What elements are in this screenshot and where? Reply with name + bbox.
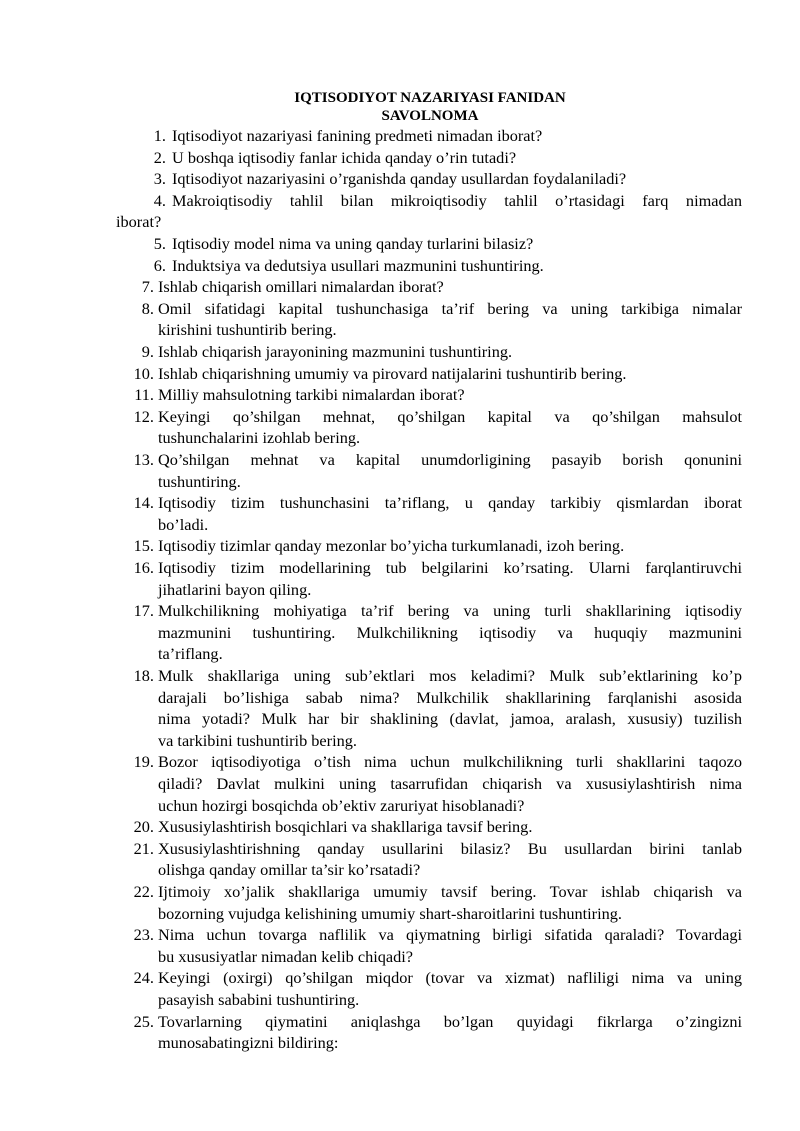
question-item xyxy=(0,492,800,535)
question-text-line: nima yotadi? Mulk har bir shaklining (davlat, jamoa, aralash, xususiy) tuzilish xyxy=(158,709,742,729)
question-number: 2. xyxy=(153,147,166,167)
question-item xyxy=(0,341,800,363)
question-item xyxy=(0,384,800,406)
question-item xyxy=(0,838,800,881)
question-text-line: Ijtimoiy xo’jalik shakllariga umumiy tavsif bering. Tovar ishlab chiqarish va xyxy=(158,882,742,901)
question-item xyxy=(0,881,800,924)
question-item xyxy=(0,967,800,1010)
question-text-line: Keyingi (oxirgi) qo’shilgan miqdor (tovar va xizmat) nafliligi nima va uning xyxy=(158,968,742,988)
document-subtitle: SAVOLNOMA xyxy=(381,108,479,124)
question-text-line: Xususiylashtirishning qanday usullarini bilasiz? Bu usullardan birini tanlab xyxy=(158,838,742,858)
question-number: 12. xyxy=(133,406,154,426)
question-number: 15. xyxy=(133,536,154,556)
question-item xyxy=(0,924,800,967)
question-text-line: Iqtisodiy tizimlar qanday mezonlar bo’yicha turkumlanadi, izoh bering. xyxy=(158,536,625,556)
question-number: 21. xyxy=(133,838,154,858)
question-text-line: Iqtisodiy tizim tushunchasini ta’riflang, u qanday tarkibiy qismlardan iborat xyxy=(158,493,742,513)
question-item xyxy=(0,147,800,169)
question-text-line: Mulk shakllariga uning sub’ektlari mos keladimi? Mulk sub’ektlarining ko’p xyxy=(158,666,742,685)
question-text-line: va tarkibini tushuntirib bering. xyxy=(158,730,357,750)
question-text-line: Makroiqtisodiy tahlil bilan mikroiqtisodiy tahlil o’rtasidagi farq nimadan xyxy=(172,190,742,210)
question-text-line: Tovarlarning qiymatini aniqlashga bo’lgan quyidagi fikrlarga o’zingizni xyxy=(158,1011,742,1031)
question-number: 22. xyxy=(133,882,154,901)
question-text-line: Iqtisodiyot nazariyasi fanining predmeti nimadan iborat? xyxy=(172,126,543,145)
question-number: 9. xyxy=(141,342,154,361)
question-text-line: Ishlab chiqarish jarayonining mazmunini tushuntiring. xyxy=(158,342,513,361)
question-text-line: Iqtisodiyot nazariyasini o’rganishda qanday usullardan foydalaniladi? xyxy=(172,169,627,189)
question-number: 14. xyxy=(133,493,154,513)
question-text-line: uchun hozirgi bosqichda ob’ektiv zaruriyat hisoblanadi? xyxy=(158,795,525,815)
question-text-line: Qo’shilgan mehnat va kapital unumdorligining pasayib borish qonunini xyxy=(158,450,742,469)
question-item xyxy=(0,1011,800,1054)
question-text-line: Mulkchilikning mohiyatiga ta’rif bering va uning turli shakllarining iqtisodiy xyxy=(158,601,742,621)
question-text-line: darajali bo’lishiga sabab nima? Mulkchilik shakllarining farqlanishi asosida xyxy=(158,687,742,707)
question-text-line: Nima uchun tovarga naflilik va qiymatning birligi sifatida qaraladi? Tovardagi xyxy=(158,925,742,945)
question-item xyxy=(0,751,800,816)
question-text-line: iborat? xyxy=(116,212,162,232)
question-item xyxy=(0,190,800,233)
question-item xyxy=(0,298,800,341)
question-text-line: Bozor iqtisodiyotiga o’tish nima uchun mulkchilikning turli shakllarini taqozo xyxy=(158,752,742,772)
question-item xyxy=(0,406,800,449)
question-item xyxy=(0,535,800,557)
question-item xyxy=(0,125,800,147)
question-text-line: U boshqa iqtisodiy fanlar ichida qanday o’rin tutadi? xyxy=(172,147,517,167)
question-text-line: olishga qanday omillar ta’sir ko’rsatadi? xyxy=(158,860,421,880)
question-number: 13. xyxy=(133,450,154,469)
question-number: 11. xyxy=(134,385,154,405)
question-text-line: Induktsiya va dedutsiya usullari mazmunini tushuntiring. xyxy=(172,255,544,275)
question-item xyxy=(0,557,800,600)
question-number: 20. xyxy=(133,817,154,837)
document-title: IQTISODIYOT NAZARIYASI FANIDAN xyxy=(294,90,566,106)
question-number: 18. xyxy=(133,666,154,685)
question-number: 4. xyxy=(153,190,166,210)
question-number: 25. xyxy=(133,1011,154,1031)
question-number: 8. xyxy=(141,298,154,318)
question-text-line: tushunchalarini izohlab bering. xyxy=(158,428,361,448)
question-item xyxy=(0,449,800,492)
question-number: 5. xyxy=(153,234,166,253)
question-text-line: qiladi? Davlat mulkini uning tasarrufidan chiqarish va xususiylashtirish nima xyxy=(158,773,742,793)
question-number: 10. xyxy=(133,363,154,383)
question-item xyxy=(0,600,800,665)
question-text-line: Keyingi qo’shilgan mehnat, qo’shilgan kapital va qo’shilgan mahsulot xyxy=(158,406,742,426)
question-item xyxy=(0,255,800,277)
question-text-line: Milliy mahsulotning tarkibi nimalardan iborat? xyxy=(158,385,465,405)
question-number: 16. xyxy=(133,558,154,577)
question-number: 7. xyxy=(141,277,154,297)
question-text-line: Ishlab chiqarishning umumiy va pirovard natijalarini tushuntirib bering. xyxy=(158,363,627,383)
question-text-line: bo’ladi. xyxy=(158,514,209,534)
question-text-line: mazmunini tushuntiring. Mulkchilikning iqtisodiy va huquqiy mazmunini xyxy=(158,622,742,642)
question-item xyxy=(0,276,800,298)
question-text-line: jihatlarini bayon qiling. xyxy=(158,579,312,599)
question-text-line: Omil sifatidagi kapital tushunchasiga ta’rif bering va uning tarkibiga nimalar xyxy=(158,298,742,318)
question-text-line: Iqtisodiy tizim modellarining tub belgilarini ko’rsating. Ularni farqlantiruvchi xyxy=(158,558,742,577)
question-text-line: tushuntiring. xyxy=(158,471,241,491)
question-number: 6. xyxy=(153,255,166,275)
question-text-line: bozorning vujudga kelishining umumiy shart-sharoitlarini tushuntiring. xyxy=(158,903,622,923)
question-item xyxy=(0,665,800,751)
question-text-line: Xususiylashtirish bosqichlari va shakllariga tavsif bering. xyxy=(158,817,533,837)
question-text-line: Ishlab chiqarish omillari nimalardan iborat? xyxy=(158,277,444,297)
question-number: 1. xyxy=(153,126,166,145)
question-number: 19. xyxy=(133,752,154,772)
question-text-line: munosabatingizni bildiring: xyxy=(158,1033,339,1053)
question-number: 24. xyxy=(133,968,154,988)
question-number: 23. xyxy=(133,925,154,945)
question-text-line: Iqtisodiy model nima va uning qanday turlarini bilasiz? xyxy=(172,234,534,253)
question-text-line: kirishini tushuntirib bering. xyxy=(158,320,337,340)
question-item xyxy=(0,363,800,385)
question-number: 3. xyxy=(153,169,166,189)
question-text-line: bu xususiyatlar nimadan kelib chiqadi? xyxy=(158,946,414,966)
question-text-line: ta’riflang. xyxy=(158,644,223,664)
question-number: 17. xyxy=(133,601,154,621)
question-text-line: pasayish sababini tushuntiring. xyxy=(158,989,360,1009)
question-item xyxy=(0,168,800,190)
question-item xyxy=(0,233,800,255)
question-item xyxy=(0,816,800,838)
